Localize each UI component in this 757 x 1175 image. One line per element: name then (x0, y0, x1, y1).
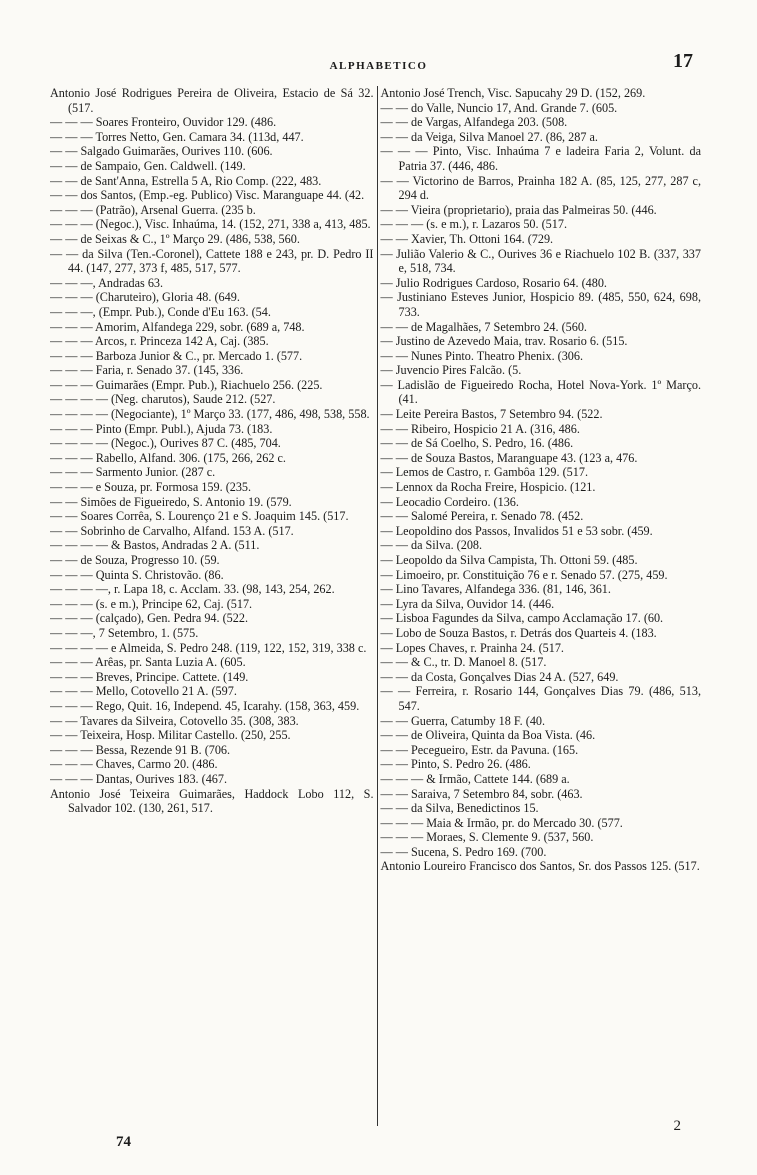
directory-entry: — — — (calçado), Gen. Pedra 94. (522. (50, 611, 248, 626)
directory-entry: — Leocadio Cordeiro. (136. (380, 494, 519, 509)
directory-entry: — — Simões de Figueiredo, S. Antonio 19. (579. (50, 494, 292, 509)
directory-entry: — — Guerra, Catumby 18 F. (40. (380, 713, 546, 728)
entry-columns (50, 86, 701, 1126)
directory-entry: — — do Valle, Nuncio 17, And. Grande 7. (605. (380, 100, 618, 115)
directory-entry: — Lisboa Fagundes da Silva, campo Acclamação 17. (60. (380, 611, 664, 626)
directory-entry: — Lyra da Silva, Ouvidor 14. (446. (380, 596, 555, 611)
directory-entry: — — — & Irmão, Cattete 144. (689 a. (380, 771, 570, 786)
directory-entry: — — da Veiga, Silva Manoel 27. (86, 287 a. (380, 129, 598, 144)
directory-entry: — — da Silva, Benedictinos 15. (380, 801, 539, 816)
directory-entry: — — — Mello, Cotovello 21 A. (597. (50, 684, 237, 699)
directory-entry: — Justiniano Esteves Junior, Hospicio 89. (485, 550, 624, 698, 733. (380, 290, 701, 319)
directory-entry: — — —, 7 Setembro, 1. (575. (50, 625, 199, 640)
directory-entry: — — — Chaves, Carmo 20. (486. (50, 757, 218, 772)
directory-entry: — — Sucena, S. Pedro 169. (700. (380, 844, 547, 859)
directory-entry: — — Nunes Pinto. Theatro Phenix. (306. (380, 348, 584, 363)
page-header (0, 50, 757, 80)
directory-entry: — Julio Rodrigues Cardoso, Rosario 64. (480. (380, 275, 607, 290)
directory-entry: — — — (Charuteiro), Gloria 48. (649. (50, 290, 240, 305)
directory-entry: — — — Torres Netto, Gen. Camara 34. (113d, 447. (50, 129, 304, 144)
directory-entry: — — da Silva. (208. (380, 538, 483, 553)
sheet-signature-left: 74 (116, 1134, 131, 1150)
directory-entry: — — — Maia & Irmão, pr. do Mercado 30. (577. (380, 815, 623, 830)
directory-entry: — — — Moraes, S. Clemente 9. (537, 560. (380, 830, 594, 845)
directory-entry: Antonio José Teixeira Guimarães, Haddock Lobo 112, S. Salvador 102. (130, 261, 517. (50, 786, 374, 816)
directory-entry: — Lennox da Rocha Freire, Hospicio. (121. (380, 480, 596, 495)
directory-entry: Antonio José Rodrigues Pereira de Oliveira, Estacio de Sá 32. (517. (50, 86, 374, 115)
directory-entry: — — de Magalhães, 7 Setembro 24. (560. (380, 319, 587, 334)
directory-entry: — Lemos de Castro, r. Gambôa 129. (517. (380, 465, 588, 480)
directory-entry: — — —, Andradas 63. (50, 275, 164, 290)
directory-entry: — — — Breves, Principe. Cattete. (149. (50, 669, 249, 684)
directory-entry: — — de Oliveira, Quinta da Boa Vista. (46. (380, 728, 596, 743)
directory-entry: — — Pecegueiro, Estr. da Pavuna. (165. (380, 742, 579, 757)
directory-entry: — — dos Santos, (Emp.-eg. Publico) Visc. Maranguape 44. (42. (50, 188, 365, 203)
left-column (50, 86, 377, 1126)
directory-entry: — — Soares Corrêa, S. Lourenço 21 e S. Joaquim 145. (517. (50, 509, 349, 524)
right-column (377, 86, 702, 1126)
directory-entry: — — da Silva (Ten.-Coronel), Cattete 188 e 243, pr. D. Pedro II 44. (147, 277, 373 f, 485, 517, 577. (50, 246, 374, 276)
directory-entry: — — — Soares Fronteiro, Ouvidor 129. (486. (50, 115, 277, 130)
directory-entry: — — da Costa, Gonçalves Dias 24 A. (527, 649. (380, 669, 619, 684)
directory-entry: — — — Barboza Junior & C., pr. Mercado 1. (577. (50, 348, 303, 363)
directory-entry: — — de Souza Bastos, Maranguape 43. (123 a, 476. (380, 450, 638, 465)
directory-entry: — — — Bessa, Rezende 91 B. (706. (50, 742, 231, 757)
directory-entry: — — Salgado Guimarães, Ourives 110. (606. (50, 144, 273, 159)
directory-entry: — — & C., tr. D. Manoel 8. (517. (380, 655, 547, 670)
directory-entry: — — — —, r. Lapa 18, c. Acclam. 33. (98, 143, 254, 262. (50, 582, 335, 597)
directory-entry: — — de Sá Coelho, S. Pedro, 16. (486. (380, 436, 574, 451)
directory-entry: — Limoeiro, pr. Constituição 76 e r. Senado 57. (275, 459. (380, 567, 668, 582)
directory-entry: — — de Souza, Progresso 10. (59. (50, 553, 220, 567)
directory-entry: — — — Rabello, Alfand. 306. (175, 266, 262 c. (50, 450, 286, 465)
directory-entry: — — Vieira (proprietario), praia das Palmeiras 50. (446. (380, 202, 657, 217)
running-title: ALPHABETICO (329, 60, 428, 72)
directory-entry: — — — Sarmento Junior. (287 c. (50, 465, 216, 480)
directory-entry: — Lobo de Souza Bastos, r. Detrás dos Quarteis 4. (183. (380, 625, 657, 640)
directory-entry: — — Pinto, S. Pedro 26. (486. (380, 757, 531, 772)
directory-entry: — — — Arêas, pr. Santa Luzia A. (605. (50, 655, 246, 670)
directory-entry: — — Sobrinho de Carvalho, Alfand. 153 A. (517. (50, 523, 294, 538)
directory-entry: — Ladislão de Figueiredo Rocha, Hotel Nova-York. 1º Março. (41. (380, 377, 701, 407)
directory-entry: — — de Sant'Anna, Estrella 5 A, Rio Comp. (222, 483. (50, 173, 322, 188)
directory-entry: — — — Amorim, Alfandega 229, sobr. (689 a, 748. (50, 319, 305, 334)
directory-entry: — — — Dantas, Ourives 183. (467. (50, 771, 228, 786)
directory-entry: — — Salomé Pereira, r. Senado 78. (452. (380, 509, 584, 524)
directory-entry: — — —, (Empr. Pub.), Conde d'Eu 163. (54. (50, 304, 271, 319)
directory-entry: — Lopes Chaves, r. Prainha 24. (517. (380, 640, 564, 655)
sheet-signature-right: 2 (673, 1118, 681, 1134)
directory-entry: — Leopoldino dos Passos, Invalidos 51 e 53 sobr. (459. (380, 523, 653, 538)
directory-entry: — — — (s. e m.), Principe 62, Caj. (517. (50, 596, 253, 611)
directory-entry: — — — Rego, Quit. 16, Independ. 45, Icarahy. (158, 363, 459. (50, 698, 360, 713)
directory-entry: — Leopoldo da Silva Campista, Th. Ottoni 59. (485. (380, 553, 638, 567)
directory-entry: — — — Faria, r. Senado 37. (145, 336. (50, 363, 244, 378)
directory-entry: — — de Sampaio, Gen. Caldwell. (149. (50, 158, 246, 173)
directory-entry: — — — Quinta S. Christovão. (86. (50, 567, 224, 582)
directory-entry: — — — — & Bastos, Andradas 2 A. (511. (50, 538, 260, 553)
directory-entry: — — — — (Neg. charutos), Saude 212. (527. (50, 392, 276, 407)
directory-entry: — — Tavares da Silveira, Cotovello 35. (308, 383. (50, 713, 299, 728)
directory-entry: — — de Vargas, Alfandega 203. (508. (380, 115, 568, 130)
directory-entry: — — — (Negoc.), Visc. Inhaúma, 14. (152, 271, 338 a, 413, 485. (50, 217, 371, 232)
directory-entry: — — Saraiva, 7 Setembro 84, sobr. (463. (380, 786, 583, 801)
directory-entry: — — Victorino de Barros, Prainha 182 A. (85, 125, 277, 287 c, 294 d. (380, 173, 701, 203)
directory-entry: — — — (Patrão), Arsenal Guerra. (235 b. (50, 202, 256, 217)
directory-entry: — — Xavier, Th. Ottoni 164. (729. (380, 231, 554, 246)
page-number: 17 (673, 50, 693, 72)
directory-entry: — Juvencio Pires Falcão. (5. (380, 363, 522, 378)
directory-entry: — — — (s. e m.), r. Lazaros 50. (517. (380, 217, 567, 232)
directory-entry: — — — Pinto, Visc. Inhaúma 7 e ladeira Faria 2, Volunt. da Patria 37. (446, 486. (380, 144, 701, 173)
page-footer (0, 1118, 757, 1158)
directory-entry: Antonio José Trench, Visc. Sapucahy 29 D. (152, 269. (380, 86, 646, 100)
directory-entry: — — — Guimarães (Empr. Pub.), Riachuelo 256. (225. (50, 377, 323, 392)
directory-entry: — Justino de Azevedo Maia, trav. Rosario 6. (515. (380, 334, 628, 349)
directory-entry: — Lino Tavares, Alfandega 336. (81, 146, 361. (380, 582, 611, 597)
directory-entry: — — de Seixas & C., 1º Março 29. (486, 538, 560. (50, 231, 300, 246)
directory-entry: — — — — e Almeida, S. Pedro 248. (119, 122, 152, 319, 338 c. (50, 640, 367, 655)
directory-entry: — — — — (Negociante), 1º Março 33. (177, 486, 498, 538, 558. (50, 407, 370, 422)
directory-entry: — — — — (Negoc.), Ourives 87 C. (485, 704. (50, 436, 281, 451)
directory-entry: — — Ribeiro, Hospicio 21 A. (316, 486. (380, 421, 580, 436)
directory-entry: — — Teixeira, Hosp. Militar Castello. (250, 255. (50, 728, 291, 743)
directory-entry: — — Ferreira, r. Rosario 144, Gonçalves Dias 79. (486, 513, 547. (380, 684, 701, 713)
directory-entry: — — — e Souza, pr. Formosa 159. (235. (50, 480, 252, 495)
directory-entry: — — — Pinto (Empr. Publ.), Ajuda 73. (183. (50, 421, 273, 436)
directory-entry: — Julião Valerio & C., Ourives 36 e Riachuelo 102 B. (337, 337 e, 518, 734. (380, 246, 701, 276)
directory-entry: — Leite Pereira Bastos, 7 Setembro 94. (522. (380, 407, 603, 422)
directory-entry: — — — Arcos, r. Princeza 142 A, Caj. (385. (50, 334, 269, 349)
directory-entry: Antonio Loureiro Francisco dos Santos, Sr. dos Passos 125. (517. (380, 859, 700, 874)
